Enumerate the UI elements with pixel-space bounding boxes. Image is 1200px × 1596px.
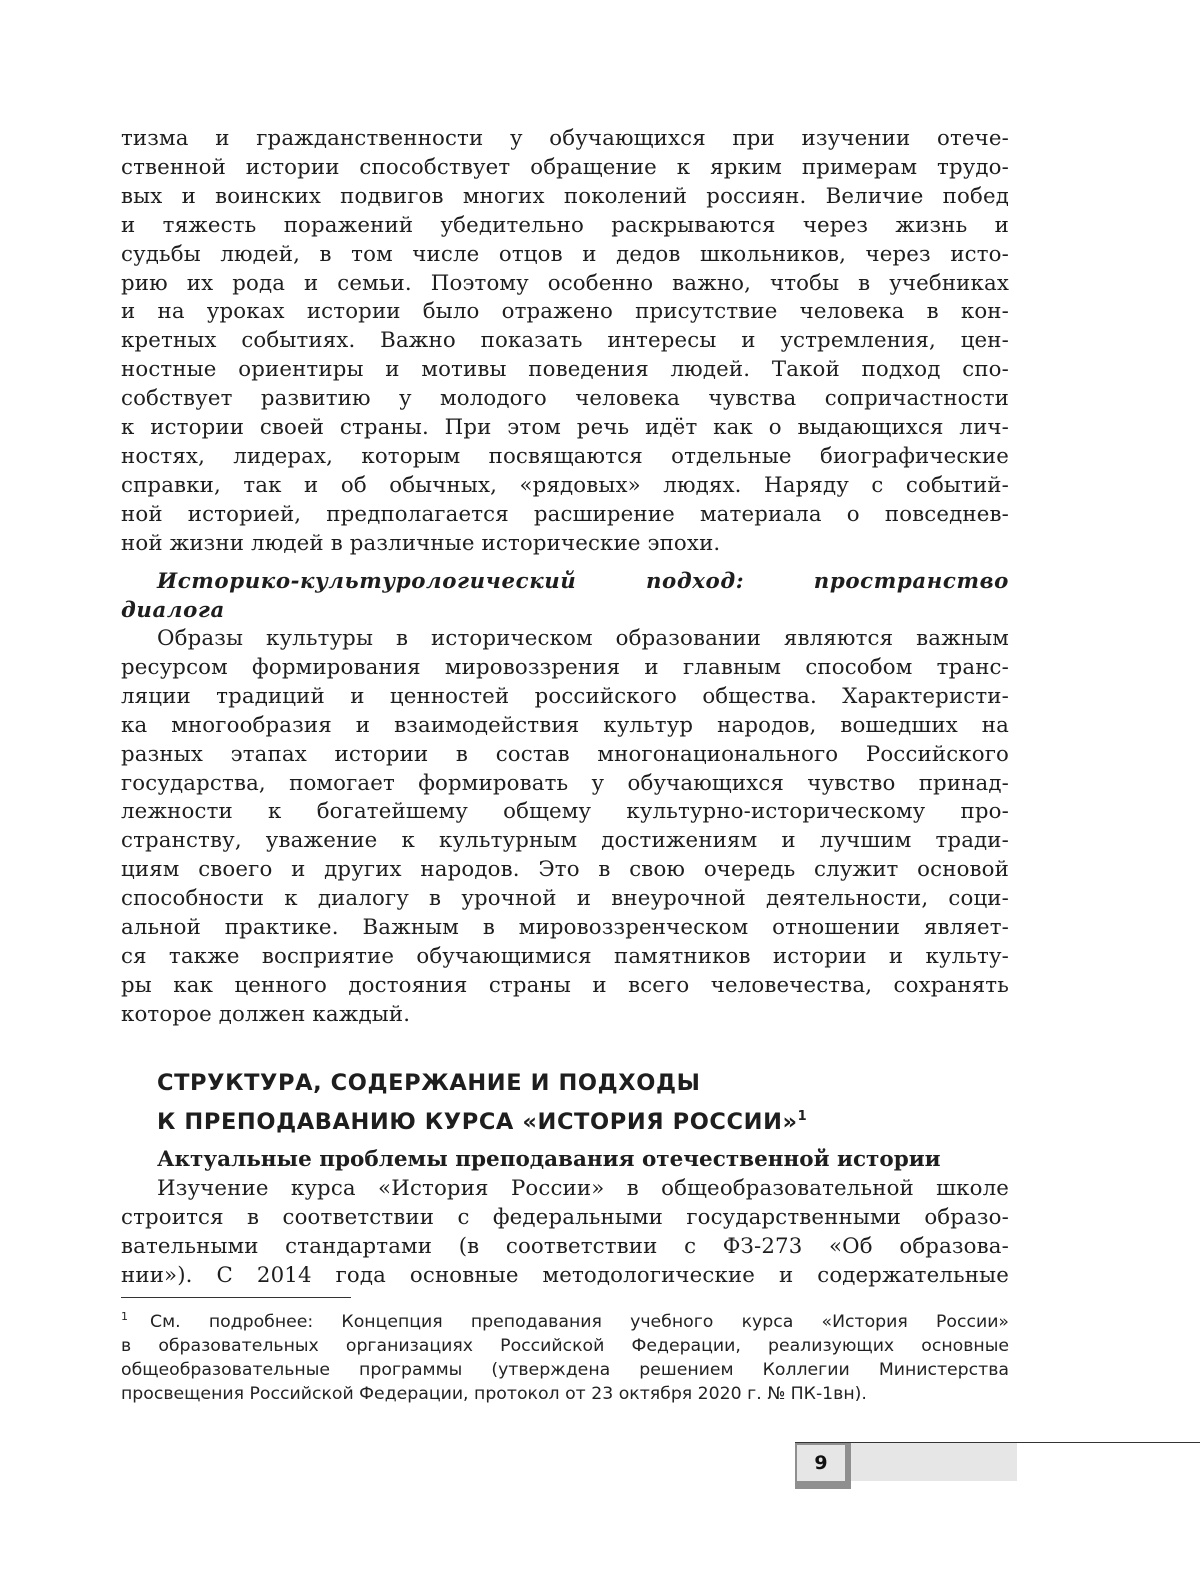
text-line: странству, уважение к культурным достижениям и лучшим тради- [121, 828, 1009, 854]
text-line: Образы культуры в историческом образовании являются важным [157, 626, 1009, 651]
text-line: и тяжесть поражений убедительно раскрываются через жизнь и [121, 212, 1009, 238]
section-heading-line [157, 1100, 857, 1139]
section-heading [157, 1067, 857, 1139]
footnote-mark: 1 [121, 1310, 128, 1323]
text-line: лежности к богатейшему общему культурно-историческому про- [121, 799, 1009, 825]
footnote-reference[interactable]: 1 [797, 1109, 808, 1124]
text-line: ственной истории способствует обращение к ярким примерам трудо- [121, 154, 1009, 180]
text-line: ной жизни людей в различные исторические эпохи. [121, 530, 721, 556]
text-line: разных этапах истории в состав многонационального Российского [121, 741, 1009, 767]
text-line: Изучение курса «История России» в общеобразовательной школе [157, 1176, 1009, 1201]
paragraph-patriotism [121, 125, 1009, 559]
footnote-line: общеобразовательные программы (утверждена решением Коллегии Министерства [121, 1360, 1009, 1380]
text-line: государства, помогает формировать у обучающихся чувство принад- [121, 770, 1009, 796]
text-line: судьбы людей, в том числе отцов и дедов школьников, через исто- [121, 241, 1009, 267]
text-line: вых и воинских подвигов многих поколений россиян. Величие побед [121, 183, 1009, 209]
text-line: ностях, лидерах, которым посвящаются отдельные биографические [121, 443, 1009, 469]
text-line: ностные ориентиры и мотивы поведения людей. Такой подход спо- [121, 357, 1009, 383]
text-line: альной практике. Важным в мировоззренческом отношении являет- [121, 915, 1009, 941]
text-line: тизма и гражданственности у обучающихся при изучении отече- [121, 126, 1009, 151]
text-line: ной историей, предполагается расширение материала о повседнев- [121, 501, 1009, 527]
bold-subheading: Актуальные проблемы преподавания отечественной истории [157, 1147, 941, 1172]
text-line: и на уроках истории было отражено присутствие человека в кон- [121, 299, 1009, 325]
text-line: к истории своей страны. При этом речь идёт как о выдающихся лич- [121, 415, 1009, 441]
footnote-text: См. подробнее: Концепция преподавания учебного курса «История России» [150, 1312, 1009, 1332]
text-line: способности к диалогу в урочной и внеурочной деятельности, соци- [121, 886, 1009, 912]
text-line: нии»). С 2014 года основные методологические и содержательные [121, 1262, 1009, 1288]
text-line: ся также восприятие обучающимися памятников истории и культу- [121, 943, 1009, 969]
text-line: рию их рода и семьи. Поэтому особенно важно, чтобы в учебниках [121, 270, 1009, 296]
page-number-strip [851, 1443, 1017, 1481]
text-line: ка многообразия и взаимодействия культур народов, вошедших на [121, 712, 1009, 738]
footnote-divider [121, 1297, 351, 1298]
footnote-line: в образовательных организациях Российской Федерации, реализующих основные [121, 1336, 1009, 1356]
italic-subheading [121, 568, 1009, 626]
paragraph-course-study [121, 1175, 1009, 1291]
text-line: ресурсом формирования мировоззрения и главным способом транс- [121, 654, 1009, 680]
section-heading-line: СТРУКТУРА, СОДЕРЖАНИЕ И ПОДХОДЫ [157, 1070, 701, 1096]
footnote-line [121, 1305, 1009, 1334]
italic-subheading-line: диалога [121, 597, 225, 623]
footnote-line: просвещения Российской Федерации, протокол от 23 октября 2020 г. № ПК-1вн). [121, 1384, 867, 1404]
paragraph-culture [121, 625, 1009, 1030]
text-line: собствует развитию у молодого человека чувства сопричастности [121, 386, 1009, 412]
text-line: вательными стандартами (в соответствии с ФЗ-273 «Об образова- [121, 1233, 1009, 1259]
italic-subheading-line: Историко-культурологический подход: пространство [157, 569, 1009, 594]
text-line: ры как ценного достояния страны и всего человечества, сохранять [121, 972, 1009, 998]
text-line: циям своего и других народов. Это в свою очередь служит основой [121, 857, 1009, 883]
text-line: которое должен каждый. [121, 1001, 411, 1027]
text-line: кретных событиях. Важно показать интересы и устремления, цен- [121, 328, 1009, 354]
text-line: ляции традиций и ценностей российского общества. Характеристи- [121, 683, 1009, 709]
footnote [121, 1305, 1009, 1406]
text-line: строится в соответствии с федеральными государственными образо- [121, 1204, 1009, 1230]
page-number: 9 [797, 1445, 845, 1481]
text-line: справки, так и об обычных, «рядовых» людях. Наряду с событий- [121, 472, 1009, 498]
section-heading-text: К ПРЕПОДАВАНИЮ КУРСА «ИСТОРИЯ РОССИИ» [157, 1109, 798, 1135]
